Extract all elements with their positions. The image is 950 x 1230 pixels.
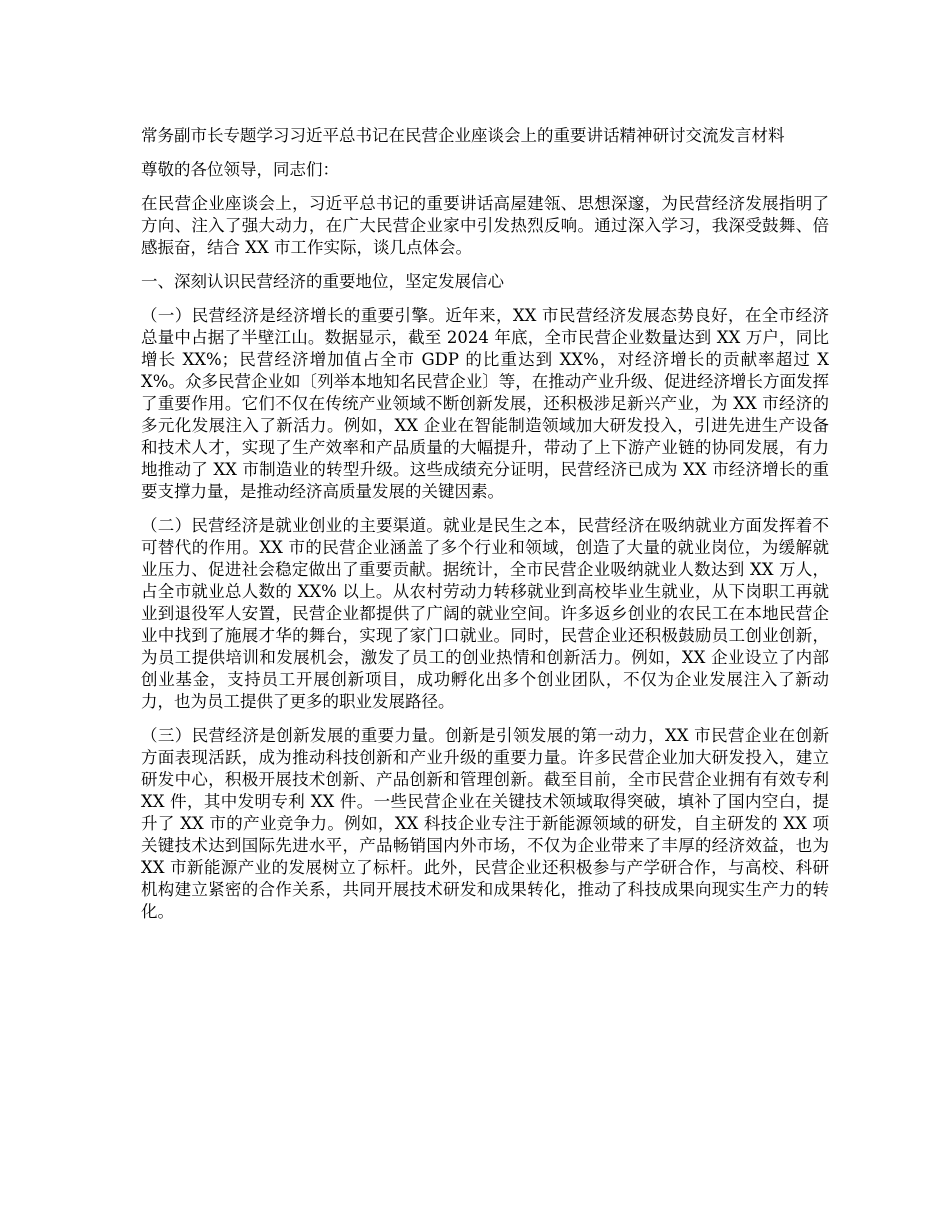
intro-paragraph: 在民营企业座谈会上，习近平总书记的重要讲话高屋建瓴、思想深邃，为民营经济发展指明了方向、注入了强大动力，在广大民营企业家中引发热烈反响。通过深入学习，我深受鼓舞、倍感振奋，结合 XX 市工作实际，谈几点体会。 bbox=[141, 194, 829, 257]
paragraph-1: （一）民营经济是经济增长的重要引擎。近年来，XX 市民营经济发展态势良好，在全市经济总量中占据了半壁江山。数据显示，截至 2024 年底，全市民营企业数量达到 XX 万户，同比增长 XX%；民营经济增加值占全市 GDP 的比重达到 XX%，对经济增长的贡献率超过 XX%。众多民营企业如〔列举本地知名民营企业〕等，在推动产业升级、促进经济增长方面发挥了重要作用。它们不仅在传统产业领域不断创新发展，还积极涉足新兴产业，为 XX 市经济的多元化发展注入了新活力。例如，XX 企业在智能制造领域加大研发投入，引进先进生产设备和技术人才，实现了生产效率和产品质量的大幅提升，带动了上下游产业链的协同发展，有力地推动了 XX 市制造业的转型升级。这些成绩充分证明，民营经济已成为 XX 市经济增长的重要支撑力量，是推动经济高质量发展的关键因素。 bbox=[141, 306, 829, 501]
paragraph-2: （二）民营经济是就业创业的主要渠道。就业是民生之本，民营经济在吸纳就业方面发挥着不可替代的作用。XX 市的民营企业涵盖了多个行业和领域，创造了大量的就业岗位，为缓解就业压力、促进社会稳定做出了重要贡献。据统计，全市民营企业吸纳就业人数达到 XX 万人，占全市就业总人数的 XX% 以上。从农村劳动力转移就业到高校毕业生就业，从下岗职工再就业到退役军人安置，民营企业都提供了广阔的就业空间。许多返乡创业的农民工在本地民营企业中找到了施展才华的舞台，实现了家门口就业。同时，民营企业还积极鼓励员工创业创新，为员工提供培训和发展机会，激发了员工的创业热情和创新活力。例如，XX 企业设立了内部创业基金，支持员工开展创新项目，成功孵化出多个创业团队，不仅为企业发展注入了新动力，也为员工提供了更多的职业发展路径。 bbox=[141, 516, 829, 711]
document-body bbox=[141, 125, 829, 935]
greeting: 尊敬的各位领导，同志们： bbox=[141, 160, 339, 179]
section-heading-1: 一、深刻认识民营经济的重要地位，坚定发展信心 bbox=[141, 272, 504, 291]
paragraph-3: （三）民营经济是创新发展的重要力量。创新是引领发展的第一动力，XX 市民营企业在创新方面表现活跃，成为推动科技创新和产业升级的重要力量。许多民营企业加大研发投入，建立研发中心，积极开展技术创新、产品创新和管理创新。截至目前，全市民营企业拥有有效专利 XX 件，其中发明专利 XX 件。一些民营企业在关键技术领域取得突破，填补了国内空白，提升了 XX 市的产业竞争力。例如，XX 科技企业专注于新能源领域的研发，自主研发的 XX 项关键技术达到国际先进水平，产品畅销国内外市场，不仅为企业带来了丰厚的经济效益，也为 XX 市新能源产业的发展树立了标杆。此外，民营企业还积极参与产学研合作，与高校、科研机构建立紧密的合作关系，共同开展技术研发和成果转化，推动了科技成果向现实生产力的转化。 bbox=[141, 726, 829, 921]
document-title: 常务副市长专题学习习近平总书记在民营企业座谈会上的重要讲话精神研讨交流发言材料 bbox=[141, 126, 785, 145]
